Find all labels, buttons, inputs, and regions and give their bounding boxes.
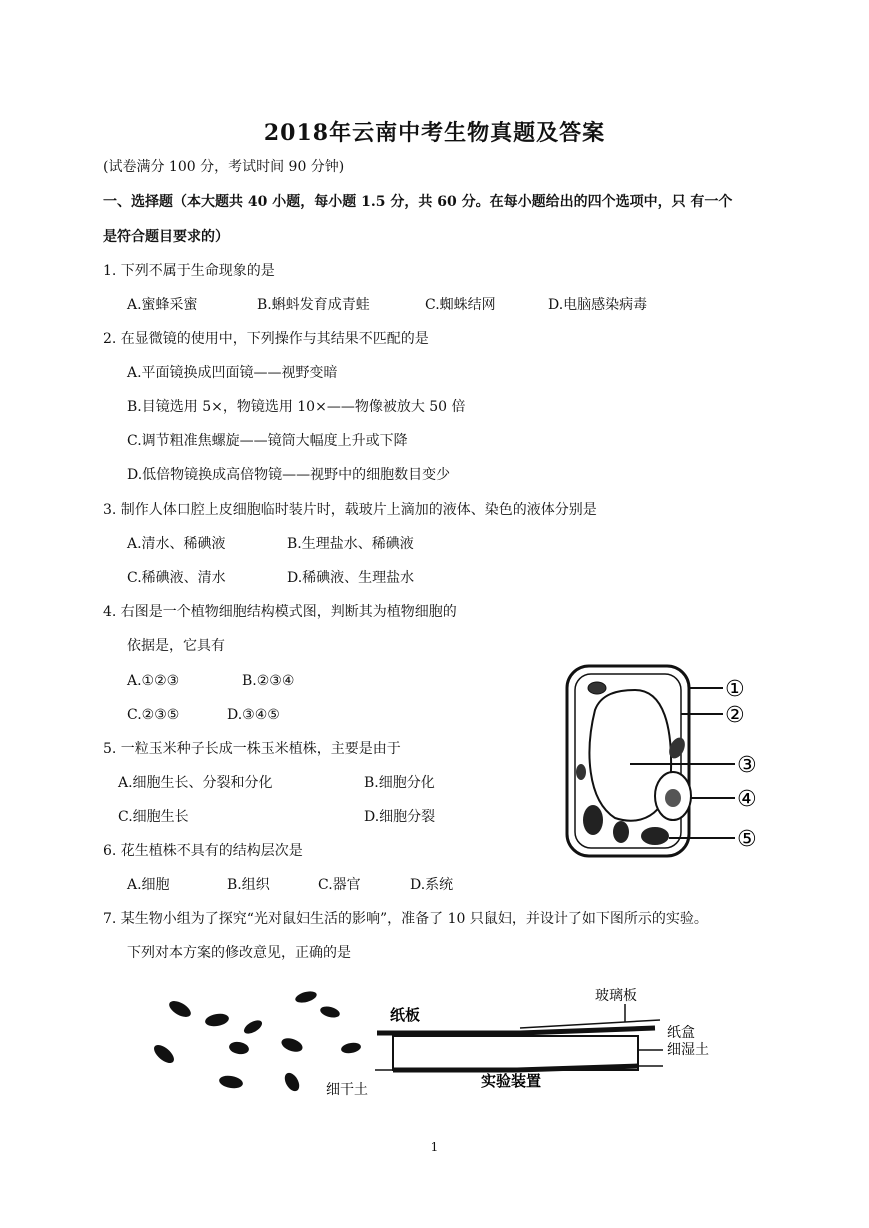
q7-stem-line2: 下列对本方案的修改意见，正确的是 <box>127 945 351 961</box>
label-apparatus: 实验装置 <box>481 1072 542 1090</box>
q3-option-a: A.清水、稀碘液 <box>127 536 226 552</box>
label-1: ① <box>725 677 745 702</box>
woodlice-group <box>151 989 362 1093</box>
label-wet-soil: 细湿土 <box>667 1042 709 1058</box>
q4-option-a: A.①②③ <box>127 673 180 689</box>
q3-stem: 3. 制作人体口腔上皮细胞临时装片时，载玻片上滴加的液体、染色的液体分别是 <box>103 502 597 518</box>
q5-option-d: D.细胞分裂 <box>364 809 436 825</box>
q7-stem-line1: 7. 某生物小组为了探究“光对鼠妇生活的影响”，准备了 10 只鼠妇，并设计了如下图所示的实验。 <box>103 911 708 927</box>
label-dry-soil: 细干土 <box>326 1082 368 1098</box>
chloroplast <box>641 827 669 845</box>
chloroplast <box>583 805 603 835</box>
q3-option-d: D.稀碘液、生理盐水 <box>287 570 415 586</box>
label-paper-board: 纸板 <box>390 1006 421 1024</box>
label-5: ⑤ <box>737 827 757 852</box>
label-2: ② <box>725 703 745 728</box>
q2-option-a: A.平面镜换成凹面镜——视野变暗 <box>127 365 338 381</box>
chloroplast <box>613 821 629 843</box>
q2-stem: 2. 在显微镜的使用中，下列操作与其结果不匹配的是 <box>103 331 429 347</box>
woodlouse-experiment-diagram <box>145 982 765 1100</box>
q6-option-a: A.细胞 <box>127 877 170 893</box>
paper-board <box>377 1028 655 1033</box>
q4-option-d: D.③④⑤ <box>227 707 280 723</box>
q4-option-b: B.②③④ <box>242 673 295 689</box>
label-3: ③ <box>737 753 757 778</box>
q3-option-b: B.生理盐水、稀碘液 <box>287 536 414 552</box>
chloroplast <box>588 682 606 694</box>
label-4: ④ <box>737 787 757 812</box>
q1-stem: 1. 下列不属于生命现象的是 <box>103 263 275 279</box>
page-number: 1 <box>430 1140 439 1154</box>
label-paper-box: 纸盒 <box>667 1025 695 1041</box>
q4-stem-line2: 依据是，它具有 <box>127 638 225 654</box>
q6-option-d: D.系统 <box>410 877 454 893</box>
soil-layer <box>393 1066 638 1070</box>
label-glass-plate: 玻璃板 <box>595 988 637 1004</box>
q1-option-d: D.电脑感染病毒 <box>548 297 648 313</box>
q2-option-c: C.调节粗准焦螺旋——镜筒大幅度上升或下降 <box>127 433 408 449</box>
q3-option-c: C.稀碘液、清水 <box>127 570 226 586</box>
q5-option-b: B.细胞分化 <box>364 775 435 791</box>
chloroplast <box>576 764 586 780</box>
q1-option-c: C.蜘蛛结网 <box>425 297 496 313</box>
q5-option-a: A.细胞生长、分裂和分化 <box>118 775 273 791</box>
q4-stem-line1: 4. 右图是一个植物细胞结构模式图，判断其为植物细胞的 <box>103 604 457 620</box>
q6-stem: 6. 花生植株不具有的结构层次是 <box>103 843 303 859</box>
q5-option-c: C.细胞生长 <box>118 809 189 825</box>
plant-cell-diagram <box>555 660 775 872</box>
q4-option-c: C.②③⑤ <box>127 707 180 723</box>
exam-info: (试卷满分 100 分，考试时间 90 分钟) <box>103 159 345 175</box>
section-heading-line1: 一、选择题（本大题共 40 小题，每小题 1.5 分，共 60 分。在每小题给出的四个选项中，只 有一个 <box>103 194 733 210</box>
q6-option-c: C.器官 <box>318 877 361 893</box>
page-title: 2018年云南中考生物真题及答案 <box>263 120 606 146</box>
q1-option-b: B.蝌蚪发育成青蛙 <box>257 297 370 313</box>
q6-option-b: B.组织 <box>227 877 270 893</box>
q2-option-d: D.低倍物镜换成高倍物镜——视野中的细胞数目变少 <box>127 467 451 483</box>
q5-stem: 5. 一粒玉米种子长成一株玉米植株，主要是由于 <box>103 741 401 757</box>
q1-option-a: A.蜜蜂采蜜 <box>127 297 198 313</box>
q2-option-b: B.目镜选用 5×，物镜选用 10×——物像被放大 50 倍 <box>127 399 466 415</box>
section-heading-line2: 是符合题目要求的） <box>103 229 229 245</box>
nucleolus <box>665 789 681 807</box>
